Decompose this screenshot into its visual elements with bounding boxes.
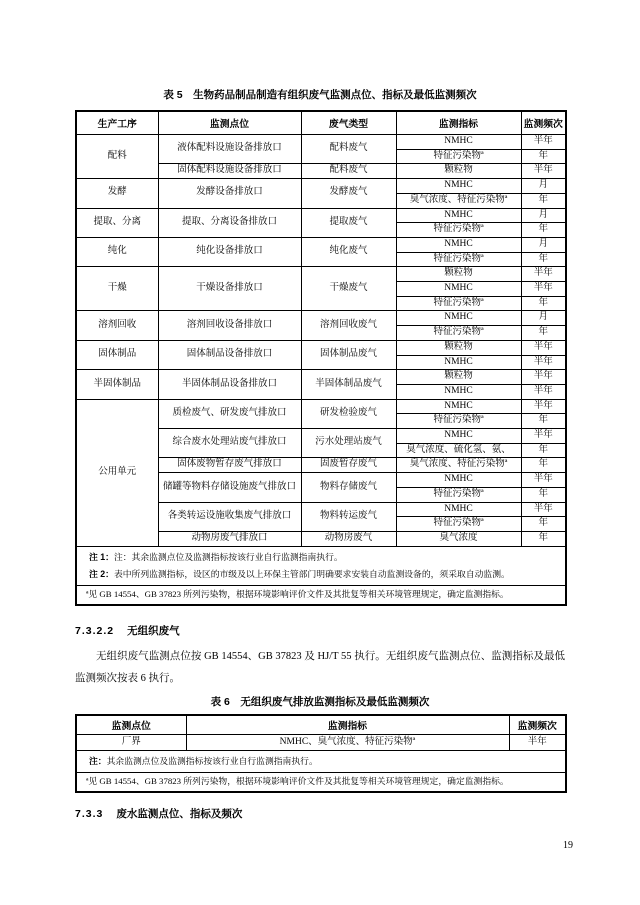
table5-cell: 年 (521, 193, 566, 208)
table5-cell: 特征污染物ª (396, 223, 521, 238)
table5-cell: 年 (521, 326, 566, 341)
table5-cell: 臭气浓度、特征污染物ª (396, 193, 521, 208)
table6-note (76, 750, 566, 772)
table5-footnote: ª见 GB 14554、GB 37823 所列污染物，根据环境影响评价文件及其批复等相关环境管理规定，确定监测指标。 (76, 585, 566, 605)
table5-cell: 年 (521, 149, 566, 164)
table5-row (76, 311, 566, 326)
table5-cell: 特征污染物ª (396, 296, 521, 311)
table6-row (76, 734, 566, 750)
table5-cell: 固废暂存废气 (301, 458, 396, 473)
table5-cell: 提取、分离 (76, 208, 158, 237)
table5-header-point: 监测点位 (158, 111, 301, 135)
table5-cell: 半固体制品设备排放口 (158, 370, 301, 399)
table5-cell: 半年 (521, 399, 566, 414)
table5-cell: 年 (521, 487, 566, 502)
table6-cell: NMHC、臭气浓度、特征污染物ª (186, 734, 509, 750)
table5-cell: 溶剂回收 (76, 311, 158, 340)
table5-notes-row (76, 546, 566, 585)
table6-header-frequency: 监测频次 (509, 715, 566, 735)
table5-cell: 提取、分离设备排放口 (158, 208, 301, 237)
table5-cell: 纯化废气 (301, 237, 396, 266)
table5-cell: 半固体制品废气 (301, 370, 396, 399)
table5-cell: 发酵设备排放口 (158, 179, 301, 208)
table5-cell: 颗粒物 (396, 370, 521, 385)
table5-cell: 纯化设备排放口 (158, 237, 301, 266)
table5-header-indicator: 监测指标 (396, 111, 521, 135)
table5-cell: 配料 (76, 135, 158, 179)
table5-header-process: 生产工序 (76, 111, 158, 135)
table5-cell: 年 (521, 443, 566, 458)
table5-cell: 年 (521, 531, 566, 546)
section-title: 无组织废气 (127, 624, 180, 637)
table5-cell: 年 (521, 414, 566, 429)
table5-row (76, 399, 566, 414)
table5-cell: 干燥 (76, 267, 158, 311)
table5-cell: 半年 (521, 282, 566, 297)
table5-cell: 溶剂回收废气 (301, 311, 396, 340)
table5-cell: 颗粒物 (396, 340, 521, 355)
table5-cell: 年 (521, 296, 566, 311)
note2-text: 表中所列监测指标，设区的市级及以上环保主管部门明确要求安装自动监测设备的，须采取自动监测。 (113, 568, 510, 579)
table5-cell: NMHC (396, 384, 521, 399)
table5-cell: 干燥设备排放口 (158, 267, 301, 311)
table5-cell: NMHC (396, 502, 521, 517)
table6-note-prefix: 注： (89, 755, 107, 766)
table5-footnote-row (76, 585, 566, 605)
table5-cell: 年 (521, 458, 566, 473)
table5-cell: NMHC (396, 355, 521, 370)
table6-header-point: 监测点位 (76, 715, 186, 735)
table5-cell: 颗粒物 (396, 267, 521, 282)
table5-cell: 半年 (521, 473, 566, 488)
table5-cell: NMHC (396, 399, 521, 414)
table5-cell: 综合废水处理站废气排放口 (158, 429, 301, 458)
table5-cell: 发酵废气 (301, 179, 396, 208)
table6-footnote: ª见 GB 14554、GB 37823 所列污染物，根据环境影响评价文件及其批复等相关环境管理规定，确定监测指标。 (76, 772, 566, 792)
table5-cell: 特征污染物ª (396, 487, 521, 502)
table5-cell: 半年 (521, 384, 566, 399)
section-number: 7.3.2.2 (75, 624, 115, 637)
table5-cell: 纯化 (76, 237, 158, 266)
table6 (75, 714, 567, 793)
section-7-3-3 (75, 807, 565, 821)
table5-cell: 溶剂回收设备排放口 (158, 311, 301, 340)
table5-cell: 固体制品设备排放口 (158, 340, 301, 369)
table5-cell: 干燥废气 (301, 267, 396, 311)
table5-cell: 臭气浓度、特征污染物ª (396, 458, 521, 473)
table5-cell: 半固体制品 (76, 370, 158, 399)
table5 (75, 110, 567, 606)
table5-cell: 年 (521, 517, 566, 532)
table5-row (76, 135, 566, 150)
table5-cell: 月 (521, 311, 566, 326)
table5-notes (76, 546, 566, 585)
table6-header-row (76, 715, 566, 735)
table5-cell: NMHC (396, 237, 521, 252)
table5-cell: 月 (521, 237, 566, 252)
table5-cell: 配料废气 (301, 135, 396, 164)
table5-note-2 (89, 566, 561, 583)
table5-cell: 半年 (521, 164, 566, 179)
table5-cell: 固体制品废气 (301, 340, 396, 369)
table5-cell: 月 (521, 179, 566, 194)
section-7-3-2-2 (75, 624, 565, 638)
table5-cell: 半年 (521, 355, 566, 370)
table5-cell: NMHC (396, 473, 521, 488)
table5-cell: 特征污染物ª (396, 326, 521, 341)
table5-cell: 各类转运设施收集废气排放口 (158, 502, 301, 531)
table5-cell: 储罐等物料存储设施废气排放口 (158, 473, 301, 502)
table5-row (76, 370, 566, 385)
table5-cell: 半年 (521, 502, 566, 517)
table6-note-text: 其余监测点位及监测指标按该行业自行监测指南执行。 (106, 755, 318, 766)
table5-cell: 动物房废气排放口 (158, 531, 301, 546)
table5-cell: 半年 (521, 429, 566, 444)
table5-cell: 颗粒物 (396, 164, 521, 179)
table6-note-line (89, 753, 561, 770)
table5-cell: 物料存储废气 (301, 473, 396, 502)
table6-cell: 厂界 (76, 734, 186, 750)
table5-header-gas-type: 废气类型 (301, 111, 396, 135)
table5-cell: 研发检验废气 (301, 399, 396, 428)
table5-cell: NMHC (396, 179, 521, 194)
table5-cell: 半年 (521, 267, 566, 282)
table5-cell: 特征污染物ª (396, 517, 521, 532)
table5-cell: NMHC (396, 208, 521, 223)
paragraph-unorganized-gas: 无组织废气监测点位按 GB 14554、GB 37823 及 HJ/T 55 执行。无组织废气监测点位、监测指标及最低监测频次按表 6 执行。 (75, 650, 565, 685)
table5-cell: 特征污染物ª (396, 252, 521, 267)
table5-row (76, 179, 566, 194)
table5-cell: 液体配料设施设备排放口 (158, 135, 301, 164)
note1-text: 注：其余监测点位及监测指标按该行业自行监测指南执行。 (113, 551, 343, 562)
page-number: 19 (563, 840, 573, 851)
table5-cell: 质检废气、研发废气排放口 (158, 399, 301, 428)
table5-cell: 动物房废气 (301, 531, 396, 546)
table6-note-row (76, 750, 566, 772)
table5-title: 表 5 生物药品制品制造有组织废气监测点位、指标及最低监测频次 (163, 89, 477, 101)
table5-cell: 特征污染物ª (396, 414, 521, 429)
note2-prefix: 注 2： (89, 568, 114, 579)
table6-footnote-row (76, 772, 566, 792)
note1-prefix: 注 1： (89, 551, 114, 562)
table5-cell: 公用单元 (76, 399, 158, 546)
table5-cell: 物料转运废气 (301, 502, 396, 531)
table5-row (76, 267, 566, 282)
section-title: 废水监测点位、指标及频次 (116, 807, 243, 820)
table5-cell: 提取废气 (301, 208, 396, 237)
table5-cell: NMHC (396, 311, 521, 326)
table5-cell: 特征污染物ª (396, 149, 521, 164)
table5-header-frequency: 监测频次 (521, 111, 566, 135)
table5-row (76, 237, 566, 252)
table5-cell: 污水处理站废气 (301, 429, 396, 458)
table5-cell: 半年 (521, 340, 566, 355)
table5-cell: NMHC (396, 429, 521, 444)
table5-row (76, 208, 566, 223)
table5-cell: 配料废气 (301, 164, 396, 179)
table5-note-1 (89, 549, 561, 566)
table5-cell: 固体配料设施设备排放口 (158, 164, 301, 179)
table5-cell: 臭气浓度 (396, 531, 521, 546)
table5-cell: 半年 (521, 135, 566, 150)
table6-cell: 半年 (509, 734, 566, 750)
table5-cell: 固体废物暂存废气排放口 (158, 458, 301, 473)
table5-cell: 臭气浓度、硫化氢、氨、 (396, 443, 521, 458)
section-number: 7.3.3 (75, 807, 104, 820)
table5-cell: 月 (521, 208, 566, 223)
table5-cell: 固体制品 (76, 340, 158, 369)
table5-row (76, 340, 566, 355)
table5-cell: NMHC (396, 135, 521, 150)
table5-header-row (76, 111, 566, 135)
table5-cell: 年 (521, 223, 566, 238)
table5-cell: 半年 (521, 370, 566, 385)
table6-header-indicator: 监测指标 (186, 715, 509, 735)
table5-cell: 发酵 (76, 179, 158, 208)
table5-cell: NMHC (396, 282, 521, 297)
table6-title: 表 6 无组织废气排放监测指标及最低监测频次 (210, 695, 430, 708)
table5-cell: 年 (521, 252, 566, 267)
